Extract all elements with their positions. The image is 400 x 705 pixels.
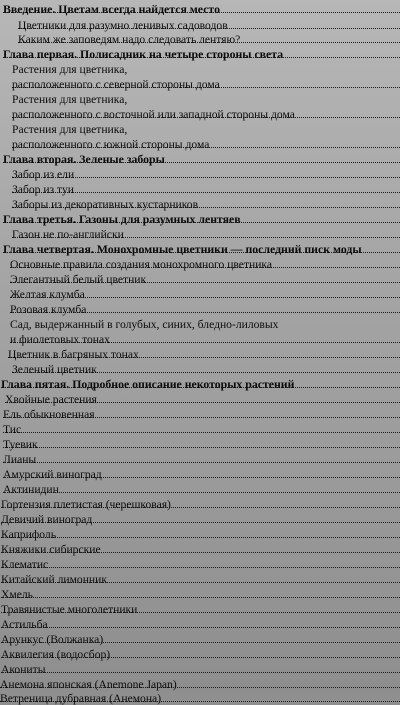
toc-entry [5, 394, 400, 406]
toc-entry-text: Амурский виноград [3, 468, 102, 481]
toc-entry-text: Глава первая. Полисадник на четыре стороны света [3, 47, 284, 61]
toc-entry-text: расположенного с северной стороны дома [12, 78, 220, 91]
toc-entry-text: Цветники для разумно ленивых садоводов [18, 19, 228, 32]
toc-entry-text: Ель обыкновенная [3, 408, 95, 421]
toc-entry-text: Арункус (Волжанка) [1, 633, 104, 646]
toc-entry-text: и фиолетовых тонах [10, 333, 110, 346]
toc-entry-text: Тис [3, 423, 22, 436]
toc-entry [12, 64, 400, 76]
toc-entry [1, 604, 400, 616]
toc-entry [10, 289, 400, 301]
toc-entry-text: Сад, выдержанный в голубых, синих, бледно-лиловых [10, 318, 279, 331]
toc-entry-text: Зеленый цветник [12, 363, 97, 376]
toc-entry [0, 693, 400, 705]
toc-entry-text: Лианы [3, 453, 37, 466]
toc-entry [1, 649, 400, 661]
toc-entry-text: Растения для цветника, [12, 123, 128, 136]
toc-entry-text: Растения для цветника, [12, 93, 128, 106]
toc-chapter-heading [3, 49, 400, 61]
dot-leader [1, 536, 400, 538]
toc-entry [3, 439, 400, 451]
toc-chapter-heading [3, 244, 400, 256]
dot-leader [3, 446, 400, 448]
toc-entry-text: расположенного с восточной или западной стороны дома [12, 108, 295, 121]
toc-entry [1, 634, 400, 646]
toc-entry-text: Китайский лимонник [1, 573, 107, 586]
toc-entry [10, 274, 400, 286]
toc-chapter-heading [1, 379, 400, 391]
toc-entry [1, 589, 400, 601]
toc-entry-text: Акониты [1, 663, 46, 676]
toc-entry [10, 319, 400, 331]
toc-entry-text: Розовая клумба [10, 303, 87, 316]
dot-leader [1, 671, 400, 673]
toc-entry-text: Забор из туи [12, 183, 74, 196]
toc-entry-text: Забор из ели [12, 168, 75, 181]
toc-entry [1, 574, 400, 586]
dot-leader [3, 461, 400, 463]
toc-entry [10, 304, 400, 316]
toc-entry-text: Каким же заповедям надо следовать лентяю? [18, 33, 241, 46]
toc-entry-text: Аквилегия (водосбор) [1, 648, 111, 661]
toc-entry-text: Глава третья. Газоны для разумных лентяев [3, 212, 241, 226]
toc-entry [12, 94, 400, 106]
toc-entry-text: Гортензия плетистая (черешковая) [1, 498, 171, 511]
dot-leader [1, 596, 400, 598]
toc-entry [1, 499, 400, 511]
toc-entry [3, 424, 400, 436]
toc-entry-text: Клематис [1, 558, 49, 571]
toc-entry [12, 139, 400, 151]
toc-entry-text: Актинидин [3, 483, 59, 496]
toc-entry-text: расположенного с южной стороны дома [12, 138, 210, 151]
toc-entry [1, 559, 400, 571]
toc-entry [3, 484, 400, 496]
toc-entry [12, 184, 400, 196]
toc-entry [12, 124, 400, 136]
toc-entry [12, 79, 400, 91]
toc-entry-text: Астильба [1, 618, 48, 631]
toc-entry [10, 334, 400, 346]
toc-entry-text: Глава вторая. Зеленые заборы [3, 152, 165, 166]
toc-entry [12, 199, 400, 211]
toc-entry-text: Хвойные растения [5, 393, 97, 406]
dot-leader [1, 626, 400, 628]
toc-entry-text: Основные правила создания монохромного цветника [10, 258, 273, 271]
toc-entry-text: Девичий виноград [1, 513, 93, 526]
toc-chapter-heading [3, 154, 400, 166]
toc-entry-text: Анемона японская (Anemone Japan) [0, 678, 177, 691]
toc-entry-text: Введение. Цветам всегда найдется место [3, 2, 220, 16]
toc-entry [3, 409, 400, 421]
toc-entry-text: Глава пятая. Подробное описание некоторых растений [1, 377, 295, 391]
toc-entry [1, 619, 400, 631]
toc-entry-text: Княжики сибирские [1, 543, 101, 556]
toc-entry-text: Желтая клумба [10, 288, 85, 301]
toc-entry-text: Растения для цветника, [12, 63, 128, 76]
dot-leader [3, 431, 400, 433]
toc-entry-text: Газон не по-английски [12, 228, 124, 241]
toc-entry-text: Цветник в багряных тонах [8, 348, 139, 361]
toc-entry-text: Хмель [1, 588, 33, 601]
toc-entry [12, 364, 400, 376]
toc-entry [10, 259, 400, 271]
dot-leader [1, 566, 400, 568]
toc-entry [12, 109, 400, 121]
toc-entry [1, 514, 400, 526]
toc-entry [12, 229, 400, 241]
toc-chapter-heading [3, 214, 400, 226]
toc-entry-text: Глава четвертая. Монохромные цветники — последний писк моды [3, 242, 362, 256]
toc-entry-text: Ветреница дубравная (Анемона) [0, 692, 162, 705]
toc-chapter-heading [3, 4, 400, 16]
toc-entry-text: Элегантный белый цветник [10, 273, 147, 286]
toc-entry-text: Заборы из декоративных кустарников [12, 198, 199, 211]
toc-entry [18, 34, 400, 46]
toc-entry-text: Туевик [3, 438, 38, 451]
toc-entry-text: Каприфоль [1, 528, 57, 541]
toc-entry [3, 454, 400, 466]
toc-entry [0, 679, 400, 691]
toc-entry [8, 349, 400, 361]
toc-entry [1, 664, 400, 676]
toc-entry-text: Травянистые многолетники [1, 603, 138, 616]
toc-entry [1, 529, 400, 541]
toc-entry [18, 20, 400, 32]
toc-entry [1, 544, 400, 556]
dot-leader [3, 491, 400, 493]
toc-entry [3, 469, 400, 481]
toc-entry [12, 169, 400, 181]
